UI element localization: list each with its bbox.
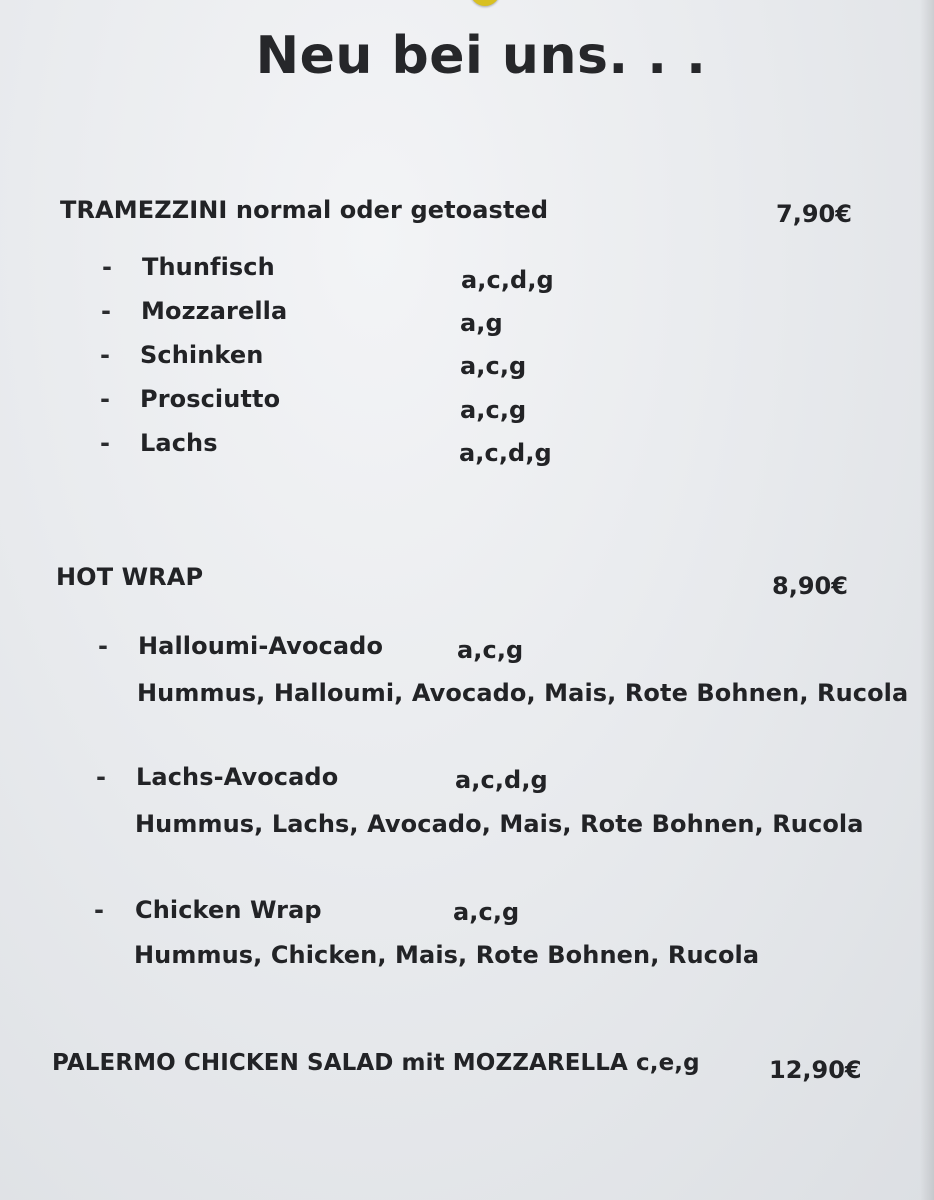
item-allergens-mozzarella: a,g (460, 309, 503, 337)
item-name-lachs: Lachs (140, 429, 218, 457)
paper-edge-shadow (920, 0, 934, 1200)
item-allergens-chicken-wrap: a,c,g (453, 898, 520, 926)
section-title-tramezzini: TRAMEZZINI normal oder getoasted (60, 196, 549, 224)
item-ingredients-lachs-avocado: Hummus, Lachs, Avocado, Mais, Rote Bohnen, Rucola (135, 810, 864, 838)
price-tramezzini: 7,90€ (776, 200, 852, 228)
item-allergens-lachs-avocado: a,c,d,g (455, 766, 548, 794)
list-bullet: - (100, 429, 110, 457)
section-title-palermo-salad: PALERMO CHICKEN SALAD mit MOZZARELLA c,e,g (52, 1050, 700, 1076)
list-bullet: - (96, 763, 106, 791)
list-bullet: - (100, 385, 110, 413)
item-name-chicken-wrap: Chicken Wrap (135, 896, 322, 924)
item-name-schinken: Schinken (140, 341, 264, 369)
item-name-lachs-avocado: Lachs-Avocado (136, 763, 339, 791)
item-allergens-lachs: a,c,d,g (459, 439, 552, 467)
item-allergens-prosciutto: a,c,g (460, 396, 527, 424)
section-title-hot-wrap: HOT WRAP (56, 563, 204, 591)
item-name-prosciutto: Prosciutto (140, 385, 281, 413)
list-bullet: - (100, 341, 110, 369)
item-name-halloumi-avocado: Halloumi-Avocado (138, 632, 384, 660)
price-hot-wrap: 8,90€ (772, 572, 848, 600)
list-bullet: - (94, 896, 104, 924)
list-bullet: - (101, 297, 111, 325)
item-name-thunfisch: Thunfisch (142, 253, 275, 281)
item-ingredients-halloumi-avocado: Hummus, Halloumi, Avocado, Mais, Rote Bohnen, Rucola (137, 679, 909, 707)
list-bullet: - (98, 632, 108, 660)
item-allergens-thunfisch: a,c,d,g (461, 266, 554, 294)
list-bullet: - (102, 253, 112, 281)
item-allergens-schinken: a,c,g (460, 352, 527, 380)
item-allergens-halloumi-avocado: a,c,g (457, 636, 524, 664)
item-ingredients-chicken-wrap: Hummus, Chicken, Mais, Rote Bohnen, Rucola (134, 941, 760, 969)
pushpin-icon (470, 0, 500, 6)
price-palermo-salad: 12,90€ (769, 1056, 862, 1084)
page-title: Neu bei uns. . . (255, 26, 707, 86)
item-name-mozzarella: Mozzarella (141, 297, 288, 325)
